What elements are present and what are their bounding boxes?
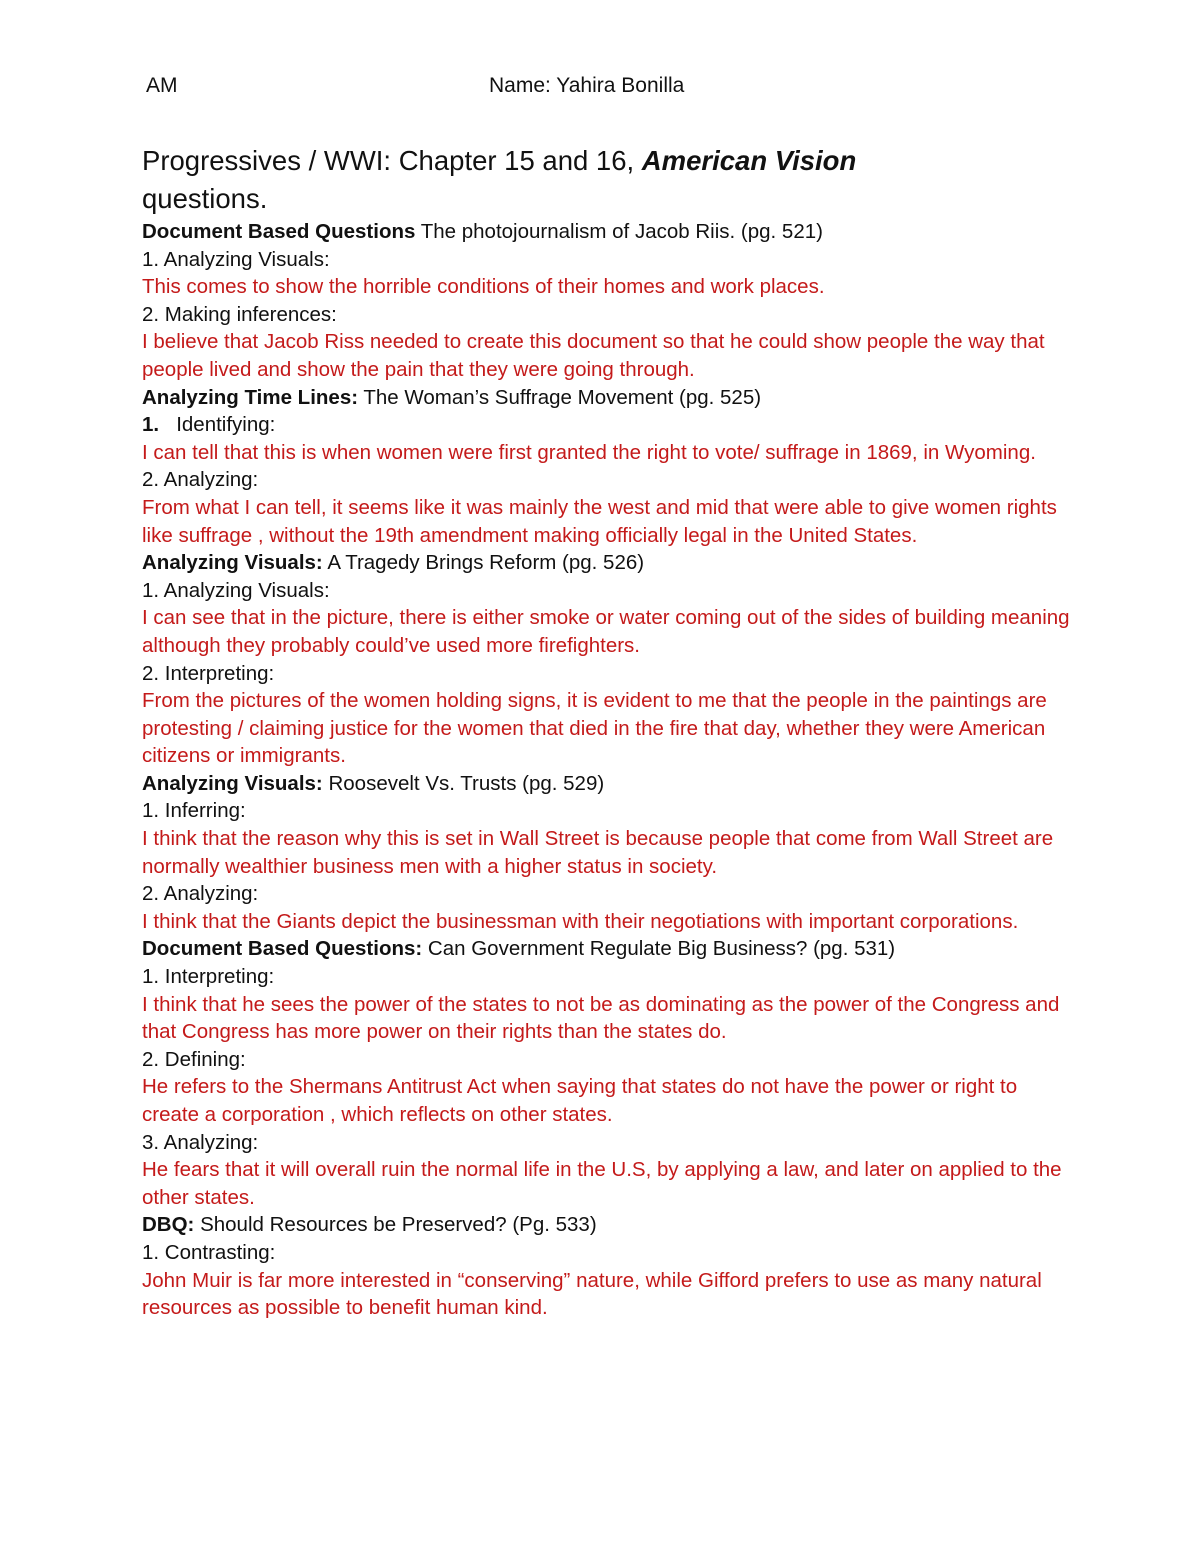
answer: I can tell that this is when women were first granted the right to vote/ suffrage in 1869, in Wyoming. xyxy=(142,440,1036,464)
student-name: Name: Yahira Bonilla xyxy=(489,74,685,97)
question: 1. Analyzing Visuals: xyxy=(142,578,330,602)
document-title xyxy=(142,142,1072,218)
document-body xyxy=(142,142,1072,1322)
answer: This comes to show the horrible conditions of their homes and work places. xyxy=(142,275,825,299)
question: 2. Analyzing: xyxy=(142,882,259,906)
question: 2. Interpreting: xyxy=(142,661,275,685)
class-period: AM xyxy=(146,74,178,97)
section-heading: Analyzing Time Lines: The Woman’s Suffrage Movement (pg. 525) xyxy=(142,385,762,409)
question: 2. Defining: xyxy=(142,1047,246,1071)
section-heading: Document Based Questions: Can Government Regulate Big Business? (pg. 531) xyxy=(142,937,896,961)
question: 2. Making inferences: xyxy=(142,302,337,326)
section-heading: Document Based Questions The photojournalism of Jacob Riis. (pg. 521) xyxy=(142,220,823,243)
section-heading: DBQ: Should Resources be Preserved? (Pg. 533) xyxy=(142,1213,597,1237)
answer: I think that the reason why this is set in Wall Street is because people that come from Wall Street are normally wealthier business men with a higher status in society. xyxy=(142,827,1054,878)
answer: I believe that Jacob Riss needed to create this document so that he could show people the way that people lived and show the pain that they were going through. xyxy=(142,330,1045,381)
answer: From what I can tell, it seems like it was mainly the west and mid that were able to give women rights like suffrage , without the 19th amendment making officially legal in the United States. xyxy=(142,495,1057,547)
answer: From the pictures of the women holding signs, it is evident to me that the people in the paintings are protesting / claiming justice for the women that died in the fire that day, whether they were American citizens or immigrants. xyxy=(142,689,1047,768)
question: 1. Interpreting: xyxy=(142,965,275,989)
section-heading: Analyzing Visuals: A Tragedy Brings Reform (pg. 526) xyxy=(142,551,645,575)
answer: I can see that in the picture, there is either smoke or water coming out of the sides of building meaning although they probably could’ve used more firefighters. xyxy=(142,606,1070,657)
answer: He refers to the Shermans Antitrust Act when saying that states do not have the power or right to create a corporation , which reflects on other states. xyxy=(142,1075,1018,1126)
question: 1. Inferring: xyxy=(142,799,246,823)
question: 1. Contrasting: xyxy=(142,1240,276,1264)
title-prefix: Progressives / WWI: Chapter 15 and 16, xyxy=(142,145,642,176)
answer: John Muir is far more interested in “conserving” nature, while Gifford prefers to use as many natural resources as possible to benefit human kind. xyxy=(142,1268,1042,1320)
answer: I think that the Giants depict the businessman with their negotiations with important corporations. xyxy=(142,909,1019,933)
question: 2. Analyzing: xyxy=(142,468,259,492)
question: 3. Analyzing: xyxy=(142,1130,259,1154)
answer: He fears that it will overall ruin the normal life in the U.S, by applying a law, and later on applied to the other states. xyxy=(142,1158,1062,1209)
title-emphasis: American Vision xyxy=(641,145,857,176)
question: 1. Analyzing Visuals: xyxy=(142,247,330,271)
section-heading: Analyzing Visuals: Roosevelt Vs. Trusts (pg. 529) xyxy=(142,771,605,795)
title-suffix: questions. xyxy=(142,183,268,214)
question: 1. Identifying: xyxy=(142,413,276,437)
answer: I think that he sees the power of the states to not be as dominating as the power of the Congress and that Congress has more power on their rights than the states do. xyxy=(142,992,1060,1044)
